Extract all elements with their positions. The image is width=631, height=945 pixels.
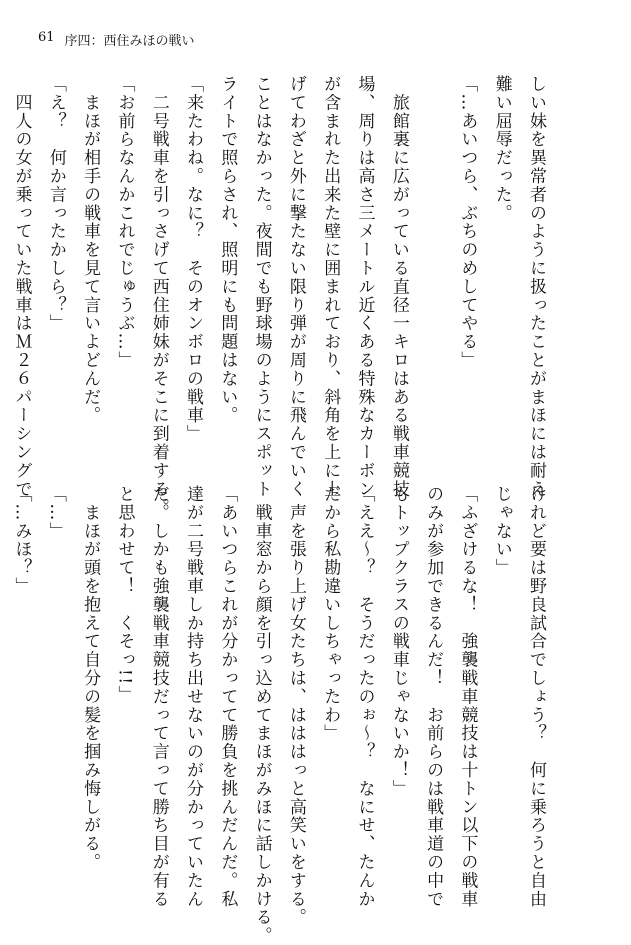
- text-line: だから私勘違いしちゃったわ」: [320, 485, 341, 743]
- text-line: けれど要は野良試合でしょう？ 何に乗ろうと自由: [526, 485, 546, 909]
- text-line: 四人の女が乗っていた戦車はＭ２６パーシングで: [11, 75, 32, 499]
- text-line: ことはなかった。夜間でも野球場のようにスポット: [251, 75, 272, 499]
- page-number: 61: [38, 30, 55, 45]
- page-header: [38, 30, 195, 49]
- text-line: [0, 485, 4, 855]
- text-line: と思わせて！ くそっ!!」: [114, 485, 135, 704]
- text-line: 「あいつらこれが分かってて勝負を挑んだんだ。私: [217, 485, 238, 909]
- text-line: 「お前らなんかこれでじゅうぶ…」: [114, 75, 135, 370]
- text-line: 声を張り上げ女たちは、はははっと高笑いをする。: [285, 485, 306, 927]
- text-line: 旅館裏に広がっている直径一キロはある戦車競技: [388, 75, 409, 499]
- text-line: のみが参加できるんだ！ お前らのは戦車道の中で: [423, 485, 444, 909]
- text-line: 「ふざけるな！ 強襲戦車競技は十トン以下の戦車: [457, 485, 478, 909]
- text-line: まほが相手の戦車を見て言いよどんだ。: [80, 75, 101, 425]
- text-line: 「ええ〜？ そうだったのぉ〜？ なにせ、たんか: [354, 485, 375, 909]
- text-line: じゃない」: [491, 485, 512, 577]
- text-line: げてわざと外に撃たない限り弾が周りに飛んでいく: [285, 75, 306, 499]
- text-line: 「…」: [45, 485, 66, 541]
- text-line: だ。しかも強襲戦車競技だって言って勝ち目が有る: [148, 485, 169, 909]
- text-line: 二号戦車を引っさげて西住姉妹がそこに到着する。: [148, 75, 169, 517]
- text-line: 場、周りは高さ三メートル近くある特殊なカーボン: [354, 75, 375, 499]
- text-line: 「…あいつら、ぶちのめしてやる」: [457, 75, 478, 370]
- bottom-text-block: [11, 485, 553, 945]
- text-line: 達が二号戦車しか持ち出せないのが分かっていたん: [183, 485, 204, 909]
- text-line: しい妹を異常者のように扱ったことがまほには耐え: [526, 75, 546, 499]
- top-text-block: [11, 75, 553, 517]
- text-line: 「来たわね。なに？ そのオンボロの戦車」: [183, 75, 204, 443]
- text-line: 「…みほ？」: [11, 485, 32, 596]
- chapter-title: 序四：西住みほの戦い: [64, 34, 195, 49]
- text-line: が含まれた出来た壁に囲まれており、斜角を上に上: [320, 75, 341, 499]
- text-line: 難い屈辱だった。: [491, 75, 512, 223]
- text-line: もトップクラスの戦車じゃないか！」: [388, 485, 409, 798]
- text-line: 「え？ 何か言ったかしら？」: [45, 75, 66, 333]
- text-line: ライトで照らされ、照明にも問題はない。: [217, 75, 238, 425]
- text-line: 戦車窓から顔を引っ込めてまほがみほに話しかける。: [251, 485, 272, 945]
- text-line: [416, 75, 450, 445]
- text-line: まほが頭を抱えて自分の髪を掴み悔しがる。: [80, 485, 101, 872]
